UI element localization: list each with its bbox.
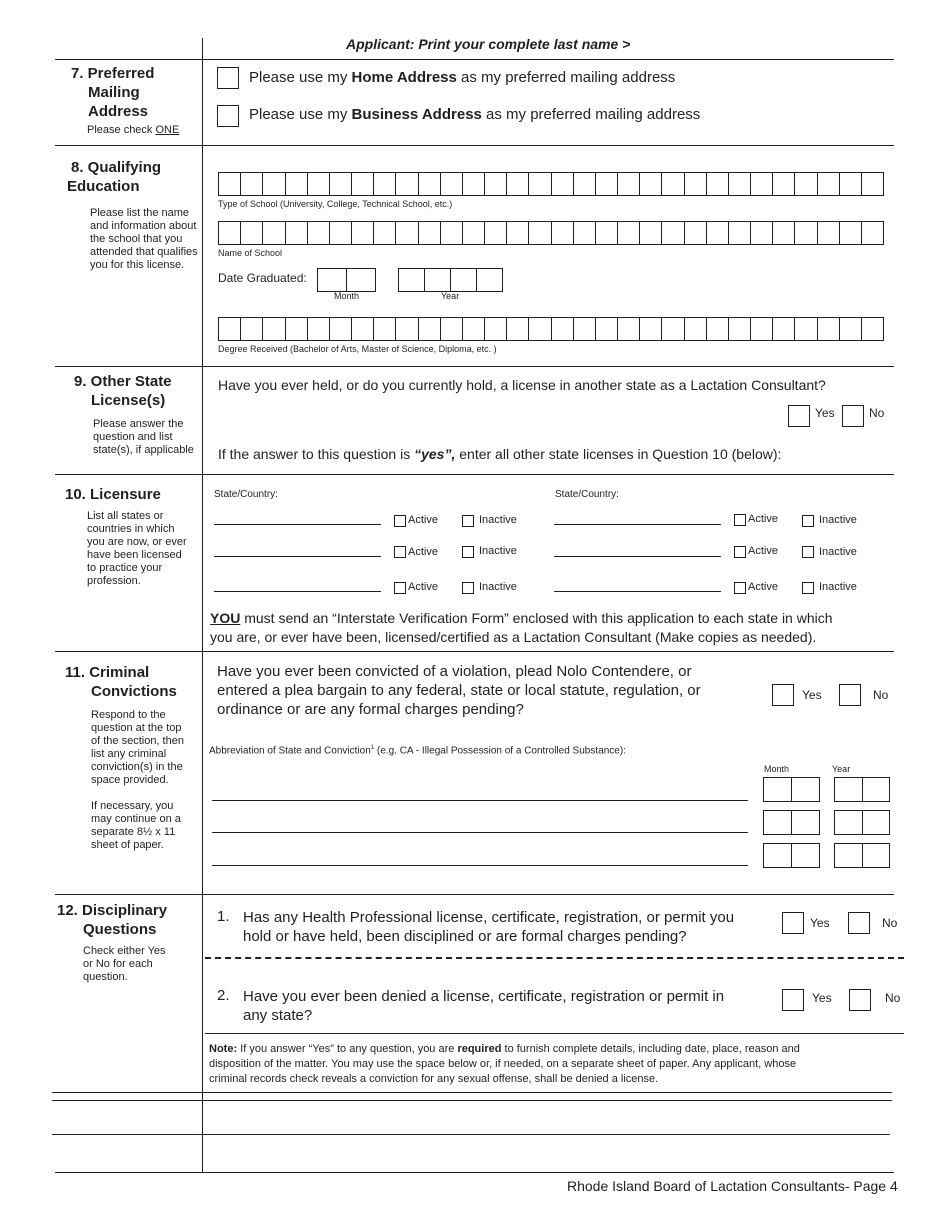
section-12-title: 12. Disciplinary Questions [57, 902, 168, 938]
rule [55, 474, 894, 475]
conviction-abbrev-label: Abbreviation of State and Conviction$^1$ (e.g. CA - Illegal Possession of a Controlled Substance): [209, 745, 626, 757]
char-box[interactable] [640, 318, 662, 340]
char-box[interactable] [507, 222, 529, 244]
char-box[interactable] [529, 318, 551, 340]
column-divider [202, 38, 203, 1173]
rule [55, 651, 894, 652]
q2-number: 2. [217, 987, 230, 1004]
active-label: Active [748, 545, 778, 557]
s11-yes-checkbox[interactable] [772, 684, 794, 706]
char-box[interactable] [707, 318, 729, 340]
conviction-month-boxes[interactable] [763, 843, 820, 868]
char-box[interactable] [707, 222, 729, 244]
inactive-checkbox[interactable] [462, 515, 474, 527]
char-box[interactable] [685, 222, 707, 244]
char-box[interactable] [729, 173, 751, 195]
rule [55, 366, 894, 367]
char-box[interactable] [507, 318, 529, 340]
char-box[interactable] [835, 844, 863, 867]
q1-yes-label: Yes [810, 916, 830, 930]
q2-no-checkbox[interactable] [849, 989, 871, 1011]
other-state-followup: If the answer to this question is “yes”, enter all other state licenses in Question 10 (below): [218, 446, 782, 462]
section-11-title: 11. Criminal Convictions [65, 664, 177, 700]
char-box[interactable] [792, 778, 819, 801]
char-box[interactable] [618, 173, 640, 195]
char-box[interactable] [685, 318, 707, 340]
char-box[interactable] [463, 222, 485, 244]
active-checkbox[interactable] [394, 582, 406, 594]
q2-yes-checkbox[interactable] [782, 989, 804, 1011]
inactive-label: Inactive [819, 514, 857, 526]
inactive-checkbox[interactable] [462, 546, 474, 558]
char-box[interactable] [552, 318, 574, 340]
char-box[interactable] [751, 318, 773, 340]
char-box[interactable] [425, 269, 451, 291]
char-box[interactable] [463, 173, 485, 195]
char-box[interactable] [263, 173, 285, 195]
char-box[interactable] [485, 173, 507, 195]
inactive-label: Inactive [479, 581, 517, 593]
business-address-option: Please use my Business Address as my preferred mailing address [249, 106, 701, 123]
school-type-boxes[interactable] [218, 172, 884, 196]
char-box[interactable] [862, 318, 883, 340]
business-address-checkbox[interactable] [217, 105, 239, 127]
char-box[interactable] [764, 778, 792, 801]
school-name-boxes[interactable] [218, 221, 884, 245]
applicant-lastname-prompt: Applicant: Print your complete last name > [346, 36, 631, 52]
char-box[interactable] [529, 222, 551, 244]
char-box[interactable] [862, 222, 883, 244]
active-checkbox[interactable] [394, 515, 406, 527]
char-box[interactable] [308, 222, 330, 244]
char-box[interactable] [396, 318, 418, 340]
char-box[interactable] [552, 173, 574, 195]
date-graduated-label: Date Graduated: [218, 271, 307, 285]
s11-no-label: No [873, 688, 889, 702]
conviction-line[interactable] [212, 832, 748, 833]
section-12-description: Check either Yes or No for each question. [83, 945, 166, 983]
conviction-year-label: Year [832, 764, 851, 774]
char-box[interactable] [318, 269, 347, 291]
char-box[interactable] [773, 318, 795, 340]
section-7-title: 7. Preferred Mailing Address [71, 65, 155, 120]
state-country-label-right: State/Country: [555, 489, 619, 500]
rule [52, 1134, 890, 1135]
char-box[interactable] [618, 222, 640, 244]
char-box[interactable] [485, 222, 507, 244]
rule [55, 894, 894, 895]
conviction-line[interactable] [212, 865, 748, 866]
inactive-checkbox[interactable] [802, 515, 814, 527]
year-label: Year [441, 291, 460, 301]
state-line[interactable] [554, 524, 721, 525]
char-box[interactable] [863, 844, 890, 867]
char-box[interactable] [795, 173, 817, 195]
disciplinary-note: Note: If you answer “Yes” to any question, you are required to furnish complete details, including date, place, reason and disposition of the matter. You may use the space below or, if needed, on a separate sheet of paper. Any applicant, whose criminal records check reveals a conviction for any sexual offense, shall be denied a license. [209, 1043, 800, 1085]
char-box[interactable] [795, 318, 817, 340]
rule [52, 1092, 892, 1093]
active-label: Active [408, 514, 438, 526]
char-box[interactable] [352, 222, 374, 244]
char-box[interactable] [330, 318, 352, 340]
s9-no-label: No [869, 406, 885, 420]
char-box[interactable] [352, 173, 374, 195]
q2-text: Have you ever been denied a license, certificate, registration or permit in any state? [243, 988, 725, 1024]
rule [55, 145, 894, 146]
home-address-checkbox[interactable] [217, 67, 239, 89]
char-box[interactable] [286, 318, 308, 340]
char-box[interactable] [286, 222, 308, 244]
char-box[interactable] [463, 318, 485, 340]
char-box[interactable] [308, 318, 330, 340]
inactive-label: Inactive [819, 581, 857, 593]
char-box[interactable] [596, 318, 618, 340]
graduation-month-boxes[interactable] [317, 268, 376, 292]
inactive-label: Inactive [479, 545, 517, 557]
state-line[interactable] [214, 556, 381, 557]
char-box[interactable] [374, 318, 396, 340]
char-box[interactable] [640, 173, 662, 195]
char-box[interactable] [263, 222, 285, 244]
active-checkbox[interactable] [734, 546, 746, 558]
char-box[interactable] [764, 844, 792, 867]
char-box[interactable] [219, 173, 241, 195]
char-box[interactable] [308, 173, 330, 195]
char-box[interactable] [863, 811, 890, 834]
interstate-verification-note: YOU must send an “Interstate Verification Form” enclosed with this application to each state in which you are, or ever have been, licensed/certified as a Lactation Consultant (Make copies as needed). [210, 610, 833, 645]
s9-yes-label: Yes [815, 406, 835, 420]
active-label: Active [748, 513, 778, 525]
section-8-description: Please list the name and information about the school that you attended that qualifies you for this license. [90, 207, 198, 271]
conviction-line[interactable] [212, 800, 748, 801]
char-box[interactable] [840, 222, 862, 244]
char-box[interactable] [574, 318, 596, 340]
char-box[interactable] [419, 173, 441, 195]
q2-no-label: No [885, 991, 901, 1005]
inactive-label: Inactive [819, 546, 857, 558]
section-10-description: List all states or countries in which you are now, or ever have been licensed to practice your profession. [87, 510, 187, 587]
char-box[interactable] [818, 173, 840, 195]
char-box[interactable] [352, 318, 374, 340]
q1-no-checkbox[interactable] [848, 912, 870, 934]
q2-yes-label: Yes [812, 991, 832, 1005]
school-type-label: Type of School (University, College, Technical School, etc.) [218, 199, 453, 209]
char-box[interactable] [374, 173, 396, 195]
q1-no-label: No [882, 916, 898, 930]
conviction-year-boxes[interactable] [834, 810, 890, 835]
char-box[interactable] [773, 222, 795, 244]
inactive-checkbox[interactable] [802, 582, 814, 594]
school-name-label: Name of School [218, 248, 283, 258]
s9-yes-checkbox[interactable] [788, 405, 810, 427]
char-box[interactable] [863, 778, 890, 801]
conviction-month-label: Month [764, 764, 790, 774]
state-line[interactable] [554, 591, 721, 592]
q1-text: Has any Health Professional license, certificate, registration, or permit you hold or have held, been disciplined or are formal charges pending? [243, 909, 735, 945]
section-11-description: Respond to the question at the top of the section, then list any criminal conviction(s) in the space provided. If necessary, you may continue on a separate 8½ x 11 sheet of paper. [91, 709, 184, 851]
char-box[interactable] [419, 318, 441, 340]
char-box[interactable] [764, 811, 792, 834]
graduation-year-boxes[interactable] [398, 268, 503, 292]
active-label: Active [408, 546, 438, 558]
s11-yes-label: Yes [802, 688, 822, 702]
inactive-label: Inactive [479, 514, 517, 526]
char-box[interactable] [662, 318, 684, 340]
char-box[interactable] [529, 173, 551, 195]
char-box[interactable] [751, 173, 773, 195]
conviction-month-boxes[interactable] [763, 777, 820, 802]
char-box[interactable] [507, 173, 529, 195]
char-box[interactable] [792, 844, 819, 867]
char-box[interactable] [662, 173, 684, 195]
other-state-question: Have you ever held, or do you currently hold, a license in another state as a Lactation Consultant? [218, 377, 826, 393]
char-box[interactable] [751, 222, 773, 244]
char-box[interactable] [729, 318, 751, 340]
char-box[interactable] [399, 269, 425, 291]
rule [205, 1033, 904, 1034]
char-box[interactable] [330, 173, 352, 195]
char-box[interactable] [241, 173, 263, 195]
char-box[interactable] [618, 318, 640, 340]
char-box[interactable] [574, 173, 596, 195]
char-box[interactable] [795, 222, 817, 244]
char-box[interactable] [396, 222, 418, 244]
section-8-title: 8. Qualifying Education [67, 159, 162, 195]
char-box[interactable] [685, 173, 707, 195]
char-box[interactable] [330, 222, 352, 244]
char-box[interactable] [374, 222, 396, 244]
char-box[interactable] [219, 318, 241, 340]
home-address-option: Please use my Home Address as my preferred mailing address [249, 69, 676, 86]
inactive-checkbox[interactable] [802, 546, 814, 558]
char-box[interactable] [818, 222, 840, 244]
rule [55, 1172, 894, 1173]
char-box[interactable] [662, 222, 684, 244]
q1-number: 1. [217, 908, 230, 925]
char-box[interactable] [773, 173, 795, 195]
conviction-month-boxes[interactable] [763, 810, 820, 835]
char-box[interactable] [840, 318, 862, 340]
conviction-year-boxes[interactable] [834, 777, 890, 802]
state-line[interactable] [214, 524, 381, 525]
char-box[interactable] [441, 222, 463, 244]
active-checkbox[interactable] [734, 514, 746, 526]
state-country-label-left: State/Country: [214, 489, 278, 500]
char-box[interactable] [792, 811, 819, 834]
char-box[interactable] [241, 222, 263, 244]
char-box[interactable] [818, 318, 840, 340]
char-box[interactable] [441, 318, 463, 340]
char-box[interactable] [347, 269, 375, 291]
char-box[interactable] [441, 173, 463, 195]
active-checkbox[interactable] [734, 582, 746, 594]
s9-no-checkbox[interactable] [842, 405, 864, 427]
month-label: Month [334, 291, 360, 301]
active-label: Active [408, 581, 438, 593]
char-box[interactable] [419, 222, 441, 244]
char-box[interactable] [835, 778, 863, 801]
char-box[interactable] [707, 173, 729, 195]
char-box[interactable] [241, 318, 263, 340]
char-box[interactable] [286, 173, 308, 195]
state-line[interactable] [214, 591, 381, 592]
section-10-title: 10. Licensure [65, 486, 161, 503]
section-7-description: Please check ONE [87, 124, 180, 136]
char-box[interactable] [596, 173, 618, 195]
char-box[interactable] [640, 222, 662, 244]
rule [52, 1100, 892, 1101]
char-box[interactable] [396, 173, 418, 195]
char-box[interactable] [574, 222, 596, 244]
rule [55, 59, 894, 60]
char-box[interactable] [729, 222, 751, 244]
char-box[interactable] [263, 318, 285, 340]
char-box[interactable] [451, 269, 477, 291]
inactive-checkbox[interactable] [462, 582, 474, 594]
active-checkbox[interactable] [394, 546, 406, 558]
char-box[interactable] [219, 222, 241, 244]
char-box[interactable] [485, 318, 507, 340]
state-line[interactable] [554, 556, 721, 557]
degree-label: Degree Received (Bachelor of Arts, Master of Science, Diploma, etc. ) [218, 344, 497, 354]
char-box[interactable] [477, 269, 502, 291]
char-box[interactable] [596, 222, 618, 244]
char-box[interactable] [862, 173, 883, 195]
criminal-question: Have you ever been convicted of a violation, plead Nolo Contendere, or entered a plea bargain to any federal, state or local statute, regulation, or ordinance or are any formal charges pending? [217, 663, 701, 718]
q1-yes-checkbox[interactable] [782, 912, 804, 934]
page-footer: Rhode Island Board of Lactation Consultants- Page 4 [567, 1178, 898, 1194]
degree-boxes[interactable] [218, 317, 884, 341]
section-9-description: Please answer the question and list state(s), if applicable [93, 418, 194, 456]
char-box[interactable] [840, 173, 862, 195]
conviction-year-boxes[interactable] [834, 843, 890, 868]
active-label: Active [748, 581, 778, 593]
char-box[interactable] [552, 222, 574, 244]
s11-no-checkbox[interactable] [839, 684, 861, 706]
question-divider [205, 957, 904, 959]
char-box[interactable] [835, 811, 863, 834]
section-9-title: 9. Other State License(s) [74, 373, 172, 409]
